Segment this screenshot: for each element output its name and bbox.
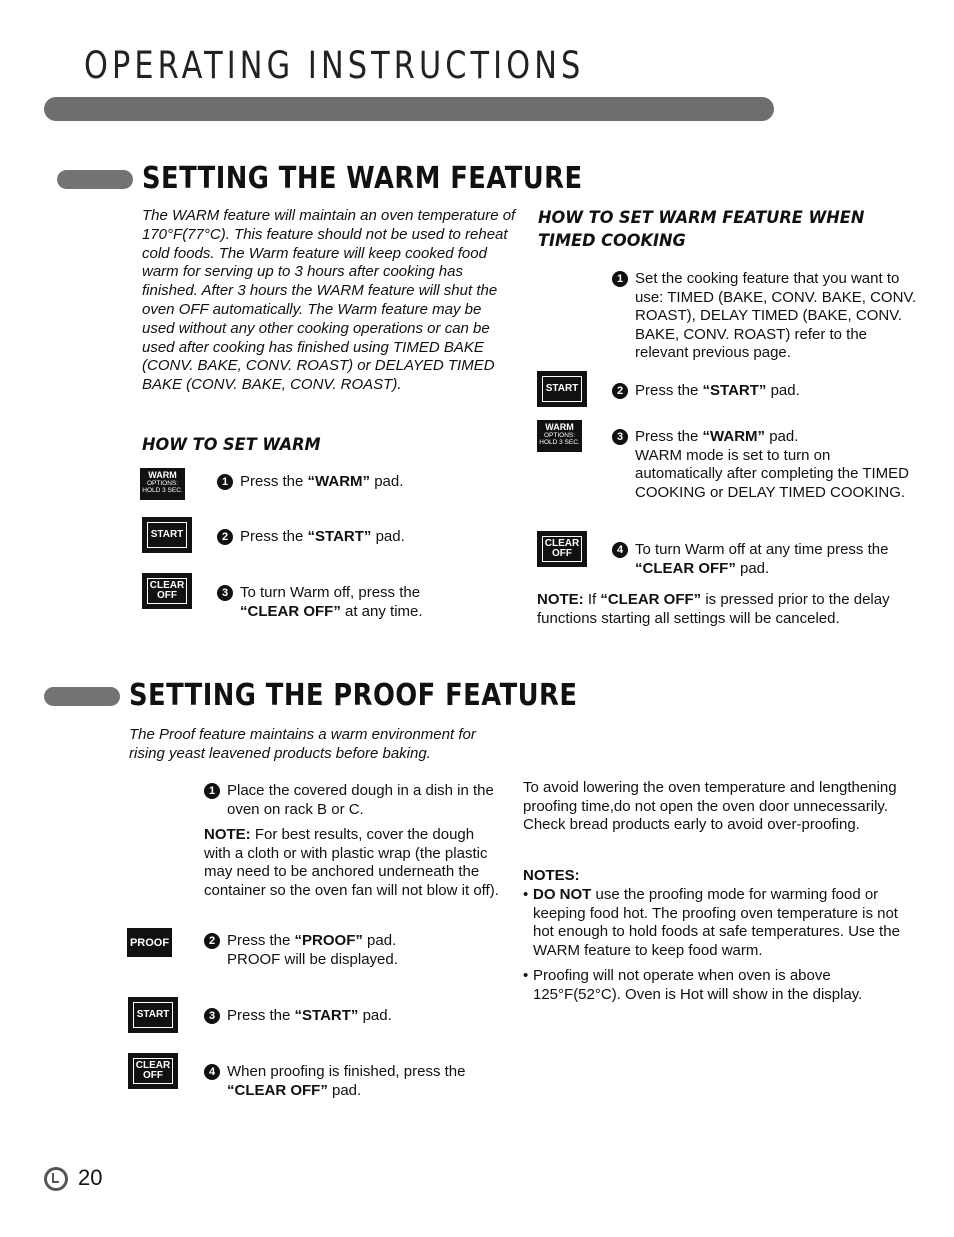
step-number-icon: 1 [217,474,233,490]
step-bold: “CLEAR OFF” [635,559,736,577]
timed-step-3 [612,428,917,502]
timed-warm-title: HOW TO SET WARM FEATURE WHEN TIMED COOKING [538,208,865,251]
step-text: pad. [371,528,405,545]
note-text: If [583,591,601,608]
start-pad-icon [142,517,192,553]
note-label: NOTE: [537,591,584,608]
note-text: use the proofing mode for warming food or keeping food hot. The proofing oven temperature is not hot enough to hold foods at safe temperatures. Use the WARM feature to keep food warm. [533,886,900,959]
step-number-icon: 2 [217,529,233,545]
step-bold: “CLEAR OFF” [227,1081,328,1099]
proof-side-text: To avoid lowering the oven temperature and lengthening proofing time,do not open the oven door unnecessarily. Check bread products early to avoid over-proofing. [523,779,897,834]
notes-label: NOTES: [523,867,580,884]
proof-step-1 [204,782,494,819]
timed-step-1 [612,270,917,363]
step-text: To turn Warm off, press the [240,584,421,601]
pad-label: HOLD 3 SEC. [142,487,183,494]
step-bold: “START” [307,528,372,545]
warm-note [537,591,917,628]
page-title: OPERATING INSTRUCTIONS [84,44,585,87]
step-text: pad. [735,559,770,577]
warm-section-title: SETTING THE WARM FEATURE [142,161,583,196]
bullet-icon: • [523,886,529,903]
step-text: Press the [635,428,703,445]
pad-label: OPTIONS: [543,432,576,439]
step-text: pad. [766,382,800,399]
step-text: PROOF will be displayed. [227,950,398,968]
pad-label-group [147,578,187,604]
step-text: pad. [362,932,397,949]
start-pad-icon [128,997,178,1033]
proof-step-3 [204,1007,494,1026]
step-text: pad. [358,1007,392,1024]
step-number-icon: 4 [612,542,628,558]
pad-label: START [147,522,187,548]
step-bold: “WARM” [307,473,371,490]
step-bold: “START” [702,382,767,399]
step-number-icon: 3 [204,1008,220,1024]
step-bold: “PROOF” [294,932,363,949]
lg-logo-icon [44,1167,68,1191]
note-text: Proofing will not operate when oven is above 125°F(52°C). Oven is Hot will show in the display. [533,967,863,1003]
pad-label: OFF [143,1070,163,1081]
step-text: Press the [240,473,308,490]
step-text: at any time. [340,602,423,620]
proof-pad-icon: PROOF [127,928,172,957]
clear-off-pad-icon [128,1053,178,1089]
pad-label: CLEAR [544,538,580,549]
note-bold: “CLEAR OFF” [600,591,702,608]
clear-off-pad-icon [537,531,587,567]
warm-step-3 [217,584,447,621]
step-bold: “CLEAR OFF” [240,602,341,620]
warm-pad-icon [537,420,582,452]
pad-label: WARM [148,470,177,480]
warm-intro: The WARM feature will maintain an oven temperature of 170°F(77°C). This feature should not be used to reheat cold foods. The Warm feature will keep cooked food warm for serving up to 3 hours after cooking has finished. After 3 hours the WARM feature will shut the oven OFF automatically. The Warm feature may be used without any other cooking operations or can be used after cooking has finished using TIMED BAKE (CONV. BAKE, CONV. ROAST) or DELAYED TIMED BAKE (CONV. BAKE, CONV. ROAST). [142,207,516,394]
section-marker [44,687,120,706]
pad-label: HOLD 3 SEC. [539,439,580,446]
step-bold: “WARM” [702,428,766,445]
step-number-icon: 3 [612,429,628,445]
step-text: To turn Warm off at any time press the [635,541,889,558]
step-number-icon: 2 [612,383,628,399]
step-text: Press the [635,382,703,399]
step-text: Place the covered dough in a dish in the oven on rack B or C. [227,782,494,818]
step-number-icon: 3 [217,585,233,601]
warm-pad-icon [140,468,185,500]
note-text: For best results, cover the dough with a cloth or with plastic wrap (the plastic may need to be anchored underneath the container so the oven fan will not blow it off). [204,826,499,899]
timed-step-2 [612,382,917,401]
proof-note-item-1 [523,886,903,960]
section-marker [57,170,133,189]
pad-label: START [542,376,582,402]
bullet-icon: • [523,967,529,984]
proof-step-2 [204,932,494,969]
timed-step-4 [612,541,917,578]
step-number-icon: 4 [204,1064,220,1080]
step-text: pad. [370,473,404,490]
step-text: WARM mode is set to turn on automatically after completing the TIMED COOKING or DELAY TIMED COOKING. [635,446,910,501]
warm-step-1 [217,473,507,492]
clear-off-pad-icon [142,573,192,609]
step-text: Press the [227,1007,295,1024]
pad-label: START [133,1002,173,1028]
warm-step-2 [217,528,507,547]
step-number-icon: 1 [204,783,220,799]
proof-step-4 [204,1063,494,1100]
note-bold: DO NOT [533,886,592,903]
logo-ring [47,1170,65,1188]
pad-label: WARM [545,422,574,432]
proof-note-item-2 [523,967,903,1004]
pad-label-group [133,1058,173,1084]
step-text: Press the [240,528,308,545]
title-bar [44,97,774,121]
pad-label: OFF [552,548,572,559]
step-text: Set the cooking feature that you want to use: TIMED (BAKE, CONV. BAKE, CONV. ROAST), DELAY TIMED (BAKE, CONV. BAKE, CONV. ROAST) refer to the relevant previous page. [635,270,917,362]
step-number-icon: 2 [204,933,220,949]
proof-intro: The Proof feature maintains a warm environment for rising yeast leavened products before baking. [129,726,476,762]
logo-stroke [52,1181,59,1183]
pad-label: OFF [157,590,177,601]
start-pad-icon [537,371,587,407]
proof-notes-title [523,867,903,886]
pad-label: CLEAR [149,580,185,591]
note-label: NOTE: [204,826,251,843]
proof-section-title: SETTING THE PROOF FEATURE [129,678,578,713]
step-text: pad. [765,428,799,445]
pad-label-group [542,536,582,562]
proof-note [204,826,504,900]
page-number: 20 [78,1165,103,1190]
step-number-icon: 1 [612,271,628,287]
pad-label: OPTIONS: [146,480,179,487]
pad-label: CLEAR [135,1060,171,1071]
how-to-set-warm-title: HOW TO SET WARM [142,435,321,455]
note-text: is pressed prior to the delay functions starting all settings will be canceled. [537,591,890,627]
step-text: Press the [227,932,295,949]
step-text: When proofing is finished, press the [227,1063,466,1080]
step-bold: “START” [294,1007,359,1024]
step-text: pad. [327,1081,362,1099]
